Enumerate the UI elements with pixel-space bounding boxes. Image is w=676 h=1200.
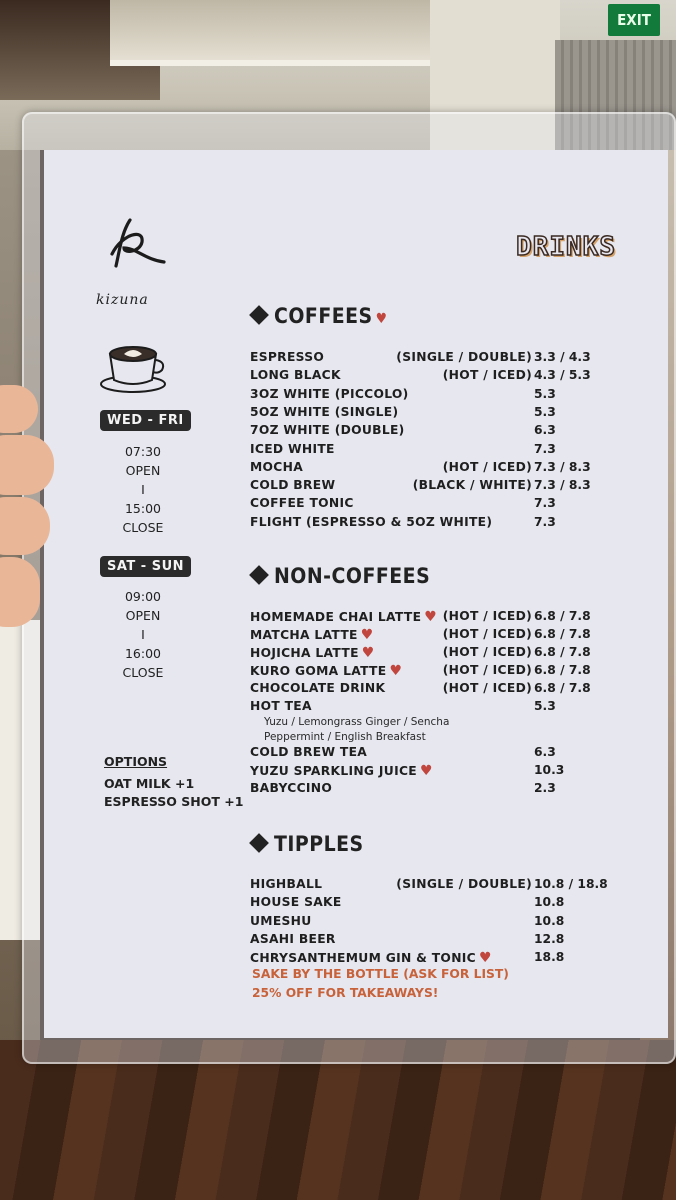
menu-item-price: 10.8 / 18.8 <box>534 877 608 891</box>
menu-item-name: COFFEE TONIC <box>250 496 354 511</box>
heart-icon: ♥ <box>375 311 388 327</box>
menu-item-price: 7.3 <box>534 514 556 529</box>
menu-item-name: COLD BREW TEA <box>250 745 368 759</box>
heart-icon: ♥ <box>360 627 374 643</box>
option-espresso-shot: ESPRESSO SHOT +1 <box>104 794 244 809</box>
sake-bottle-note: SAKE BY THE BOTTLE (ASK FOR LIST) <box>252 967 509 981</box>
menu-item-name: ASAHI BEER <box>250 931 336 946</box>
menu-item-name: UMESHU <box>250 913 312 928</box>
menu-item-name: 3OZ WHITE (PICCOLO) <box>250 386 409 401</box>
menu-item-option: (HOT / ICED) <box>442 681 532 695</box>
menu-item-name: MATCHA LATTE <box>250 628 358 642</box>
menu-item-price: 18.8 <box>534 950 565 965</box>
weekday-close-time: 15:00 <box>124 501 162 516</box>
menu-item-name: KURO GOMA LATTE <box>250 664 387 678</box>
heart-icon: ♥ <box>361 645 375 661</box>
menu-item-price: 6.3 <box>534 423 556 438</box>
menu-item-option: (HOT / ICED) <box>442 645 532 659</box>
menu-item-name: ICED WHITE <box>250 441 335 456</box>
coffees-heading <box>252 304 387 328</box>
weekend-hours <box>98 587 188 682</box>
menu-item-name: FLIGHT (ESPRESSO & 5OZ WHITE) <box>250 514 493 529</box>
menu-title: DRINKS <box>516 232 616 262</box>
menu-item-price: 6.8 / 7.8 <box>534 645 591 659</box>
weekend-separator: I <box>141 627 145 642</box>
heart-icon: ♥ <box>389 663 403 679</box>
menu-item-name: HOT TEA <box>250 699 312 713</box>
menu-item-price: 3.3 / 4.3 <box>534 350 591 364</box>
weekday-open-label: OPEN <box>125 463 161 478</box>
diamond-icon <box>249 565 269 585</box>
menu-item-name: HIGHBALL <box>250 877 323 891</box>
menu-item-name: 7OZ WHITE (DOUBLE) <box>250 423 405 438</box>
days-badge-weekend: SAT - SUN <box>100 556 191 577</box>
menu-item-name: COLD BREW <box>250 478 336 493</box>
menu-item-price: 5.3 <box>534 699 556 713</box>
menu-item-name: YUZU SPARKLING JUICE <box>250 764 417 778</box>
diamond-icon <box>249 305 269 325</box>
wooden-table <box>0 1040 676 1200</box>
menu-item-name: CHRYSANTHEMUM GIN & TONIC <box>250 951 476 966</box>
menu-item-price: 5.3 <box>534 386 556 401</box>
weekend-close-label: CLOSE <box>122 665 164 680</box>
weekday-open-time: 07:30 <box>124 444 162 459</box>
menu-item-price: 6.8 / 7.8 <box>534 609 591 623</box>
menu-item-name: BABYCCINO <box>250 781 333 795</box>
menu-item-price: 6.8 / 7.8 <box>534 663 591 677</box>
hot-tea-varieties-line-2: Peppermint / English Breakfast <box>264 731 426 743</box>
menu-item-name: HOJICHA LATTE <box>250 646 359 660</box>
heart-icon: ♥ <box>419 763 433 779</box>
weekend-open-label: OPEN <box>125 608 161 623</box>
heart-icon: ♥ <box>424 609 438 625</box>
takeaway-discount-note: 25% OFF FOR TAKEAWAYS! <box>252 986 439 1000</box>
menu-item-option: (SINGLE / DOUBLE) <box>396 877 532 891</box>
menu-item-option: (SINGLE / DOUBLE) <box>396 350 532 364</box>
menu-item-option: (HOT / ICED) <box>442 368 532 383</box>
menu-item-price: 7.3 / 8.3 <box>534 478 591 493</box>
tipples-heading <box>252 832 364 856</box>
menu-item-name: LONG BLACK <box>250 368 341 383</box>
weekday-hours <box>98 442 188 537</box>
hot-tea-varieties-line-1: Yuzu / Lemongrass Ginger / Sencha <box>264 716 450 728</box>
weekday-separator: I <box>141 482 145 497</box>
non-coffees-title: NON-COFFEES <box>274 564 431 588</box>
menu-item-name: HOUSE SAKE <box>250 895 342 910</box>
heart-icon: ♥ <box>478 950 492 967</box>
menu-item-name: MOCHA <box>250 459 304 474</box>
menu-item-option: (HOT / ICED) <box>442 609 532 623</box>
hand <box>0 385 62 645</box>
menu-item-name: 5OZ WHITE (SINGLE) <box>250 404 399 419</box>
menu-item-option: (HOT / ICED) <box>442 459 532 474</box>
days-badge-weekday: WED - FRI <box>100 410 191 431</box>
menu-item-price: 7.3 <box>534 496 556 511</box>
menu-item-option: (HOT / ICED) <box>442 627 532 641</box>
menu-item-price: 2.3 <box>534 781 556 795</box>
kizuna-logo-icon <box>102 214 172 274</box>
menu-item-price: 6.8 / 7.8 <box>534 681 591 695</box>
drinks-menu-sheet <box>44 150 668 1038</box>
menu-item-price: 4.3 / 5.3 <box>534 368 591 383</box>
menu-item-price: 6.8 / 7.8 <box>534 627 591 641</box>
menu-item-price: 7.3 <box>534 441 556 456</box>
options-title: OPTIONS <box>104 754 168 769</box>
tipples-title: TIPPLES <box>274 832 364 856</box>
menu-item-name: ESPRESSO <box>250 350 325 364</box>
menu-item-option: (HOT / ICED) <box>442 663 532 677</box>
menu-item-price: 5.3 <box>534 404 556 419</box>
coffees-title: COFFEES <box>274 304 373 328</box>
weekday-close-label: CLOSE <box>122 520 164 535</box>
menu-item-price: 6.3 <box>534 745 556 759</box>
menu-item-price: 12.8 <box>534 931 565 946</box>
menu-item-price: 7.3 / 8.3 <box>534 459 591 474</box>
menu-item-price: 10.8 <box>534 913 565 928</box>
weekend-close-time: 16:00 <box>124 646 162 661</box>
brand-name: kizuna <box>96 292 149 308</box>
menu-item-option: (BLACK / WHITE) <box>412 478 532 493</box>
menu-item-name: HOMEMADE CHAI LATTE <box>250 610 422 624</box>
weekend-open-time: 09:00 <box>124 589 162 604</box>
upper-shelf <box>110 0 430 66</box>
exit-sign: EXIT <box>608 4 660 36</box>
non-coffees-heading <box>252 564 430 588</box>
latte-cup-icon <box>100 340 170 396</box>
diamond-icon <box>249 833 269 853</box>
menu-item-price: 10.3 <box>534 763 565 777</box>
menu-item-name: CHOCOLATE DRINK <box>250 681 386 695</box>
menu-item-price: 10.8 <box>534 895 565 910</box>
option-oat-milk: OAT MILK +1 <box>104 776 195 791</box>
